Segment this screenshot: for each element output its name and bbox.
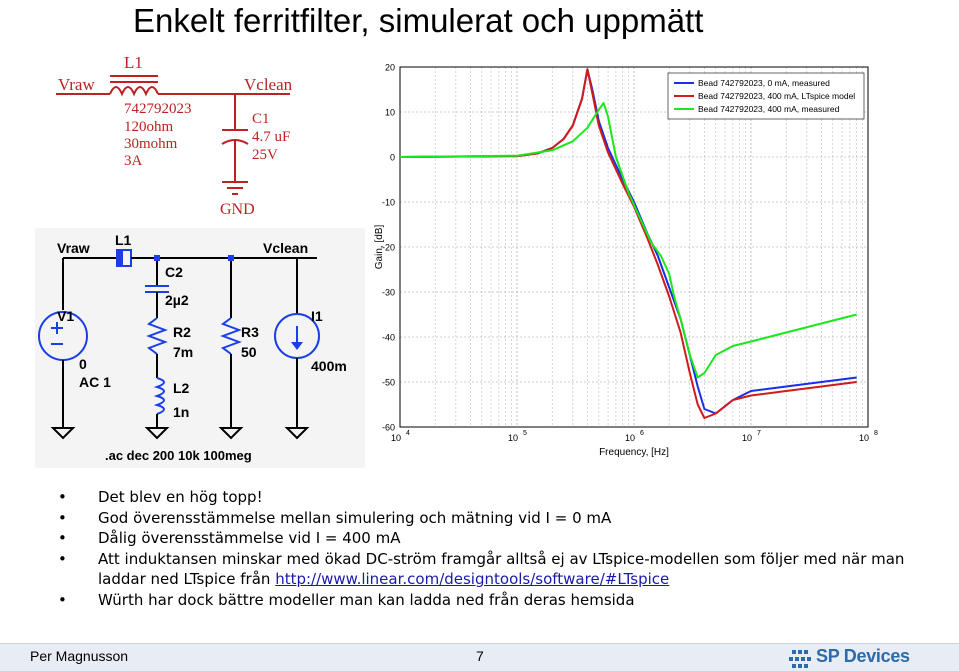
y-tick-label: -20 — [381, 242, 395, 253]
logo-dot — [798, 664, 802, 668]
bullet-text: Dålig överensstämmelse vid I = 400 mA — [98, 529, 401, 547]
presenter-name: Per Magnusson — [30, 648, 129, 664]
spice-command: .ac dec 200 10k 100meg — [105, 448, 252, 463]
c2-value: 2µ2 — [165, 292, 189, 308]
x-tick-label: 10 — [741, 433, 753, 443]
y-tick-label: 20 — [384, 62, 395, 73]
vraw-label: Vraw — [58, 75, 95, 94]
x-tick-labels — [391, 430, 878, 443]
bullet-item — [58, 508, 948, 529]
i1-value: 400m — [311, 358, 347, 374]
x-tick-exponent: 6 — [640, 430, 644, 437]
i1-label: I1 — [311, 308, 323, 324]
gnd-label: GND — [220, 201, 255, 218]
y-tick-label: -50 — [381, 377, 395, 388]
x-axis-label: Frequency, [Hz] — [599, 447, 669, 458]
filter-schematic — [50, 52, 340, 222]
logo-dot — [801, 657, 805, 661]
logo-dot — [792, 650, 796, 654]
part-number: 742792023 — [124, 101, 192, 117]
ltspice-vraw-label: Vraw — [57, 240, 90, 256]
l2-value: 1n — [173, 404, 190, 420]
ltspice-link[interactable]: http://www.linear.com/designtools/software/#LTspice — [275, 570, 670, 588]
l1-label: L1 — [124, 53, 143, 72]
vclean-label: Vclean — [244, 75, 293, 94]
logo-dot — [792, 664, 796, 668]
c1-voltage: 25V — [252, 147, 278, 163]
y-tick-label: -40 — [381, 332, 395, 343]
r2-value: 7m — [173, 344, 194, 360]
y-axis-label: Gain, [dB] — [374, 224, 385, 270]
x-tick-label: 10 — [507, 433, 519, 443]
y-tick-label: 10 — [384, 107, 395, 118]
ltspice-vclean-label: Vclean — [263, 240, 309, 256]
ltspice-wires — [35, 228, 365, 468]
bullet-item — [58, 487, 948, 508]
legend-entry: Bead 742792023, 400 mA, LTspice model — [698, 91, 856, 101]
c2-label: C2 — [165, 264, 183, 280]
bullet-list — [58, 487, 948, 610]
resistance-value: 30mohm — [124, 136, 178, 152]
company-logo-text: SP Devices — [816, 646, 910, 666]
chart-legend — [668, 73, 864, 119]
legend-entry: Bead 742792023, 0 mA, measured — [698, 78, 830, 88]
bullet-text: Att induktansen minskar med ökad DC-ström framgår alltså ej av LTspice-modellen som följer med när man laddar ned LTspice från — [98, 549, 905, 588]
bullet-text: God överensstämmelse mellan simulering och mätning vid I = 0 mA — [98, 508, 612, 527]
x-tick-label: 10 — [390, 433, 402, 443]
r2-label: R2 — [173, 324, 191, 340]
slide-title: Enkelt ferritfilter, simulerat och uppmätt — [133, 2, 704, 39]
logo-dot — [804, 664, 808, 668]
bullet-item — [58, 528, 948, 549]
c1-label: C1 — [252, 111, 270, 127]
x-tick-exponent: 4 — [406, 430, 410, 437]
logo-dot — [807, 657, 811, 661]
x-tick-label: 10 — [858, 433, 870, 443]
gain-frequency-chart — [370, 55, 880, 465]
x-tick-label: 10 — [624, 433, 636, 443]
current-rating: 3A — [124, 153, 143, 169]
x-tick-exponent: 7 — [757, 430, 761, 437]
v1-ac-value: AC 1 — [79, 374, 111, 390]
legend-entry: Bead 742792023, 400 mA, measured — [698, 104, 840, 114]
v1-label: V1 — [57, 308, 75, 324]
bullet-item — [58, 590, 948, 611]
page-number: 7 — [476, 648, 484, 664]
logo-dot — [795, 657, 799, 661]
y-tick-label: 0 — [389, 152, 395, 163]
ltspice-l1-label: L1 — [115, 232, 132, 248]
x-tick-exponent: 8 — [874, 430, 878, 437]
bullet-item — [58, 549, 948, 590]
logo-dot — [804, 650, 808, 654]
impedance-value: 120ohm — [124, 119, 174, 135]
chart-grid — [400, 67, 868, 427]
bullet-text: Det blev en hög topp! — [98, 488, 263, 506]
y-tick-label: -10 — [381, 197, 395, 208]
r3-value: 50 — [241, 344, 257, 360]
logo-dot — [789, 657, 793, 661]
c1-capacitance: 4.7 uF — [252, 129, 291, 145]
ltspice-schematic — [35, 228, 365, 468]
y-tick-label: -60 — [381, 422, 395, 433]
x-tick-exponent: 5 — [523, 430, 527, 437]
r3-label: R3 — [241, 324, 259, 340]
bullet-text: Würth har dock bättre modeller man kan ladda ned från deras hemsida — [98, 590, 635, 609]
l2-label: L2 — [173, 380, 190, 396]
y-tick-label: -30 — [381, 287, 395, 298]
logo-dot — [798, 650, 802, 654]
v1-dc-value: 0 — [79, 356, 87, 372]
